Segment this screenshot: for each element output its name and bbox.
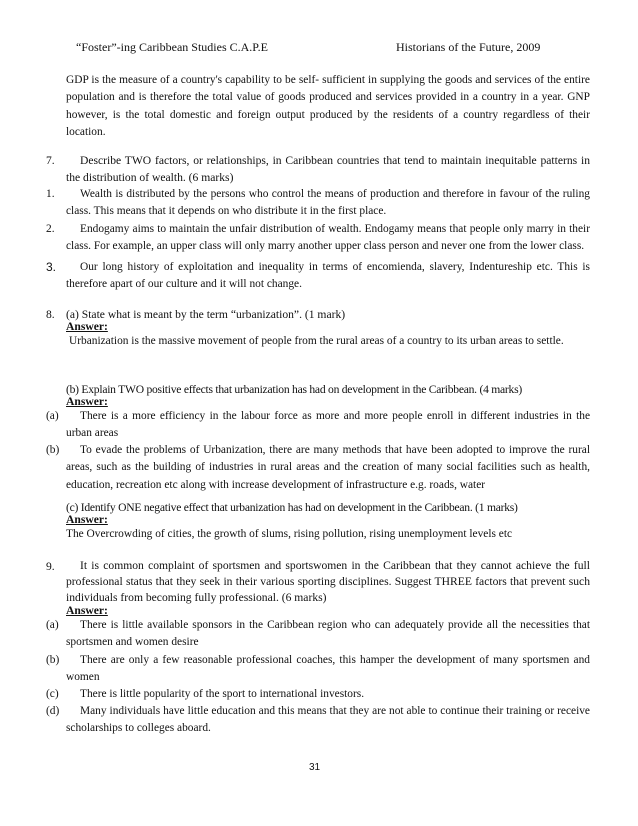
q8b-answer-a-marker: (a): [46, 410, 59, 422]
q9-question: It is common complaint of sportsmen and sportswomen in the Caribbean that they cannot achieve the full professional status that they seek in their various sporting disciplines. Suggest THREE factors that prevent such individuals from becoming fully professional. (6 marks): [66, 559, 590, 604]
q7-answer-1: Wealth is distributed by the persons who control the means of production and therefore in favour of the ruling class. This means that it depends on who distribute it in the first place.: [66, 188, 590, 218]
q8a-answer: Urbanization is the massive movement of people from the rural areas of a country to its urban areas to settle.: [69, 335, 564, 347]
q7-number: 7.: [46, 154, 55, 167]
page-number: 31: [309, 762, 321, 773]
q8c-question: (c) Identify ONE negative effect that urbanization has had on development in the Caribbean. (1 marks): [66, 501, 518, 514]
q8a-question: (a) State what is meant by the term “urbanization”. (1 mark): [66, 308, 346, 321]
q7-answer-3-marker: 3.: [46, 260, 57, 274]
header-left: “Foster”-ing Caribbean Studies C.A.P.E: [76, 40, 268, 54]
q7-answer-3: Our long history of exploitation and inequality in terms of encomienda, slavery, Indentureship etc. This is therefore apart of our culture and it will not change.: [66, 261, 590, 291]
q9-answer-label: Answer:: [66, 604, 108, 617]
q8b-question: (b) Explain TWO positive effects that urbanization has had on development in the Caribbean. (4 marks): [66, 383, 522, 396]
q9-answer-b-marker: (b): [46, 654, 60, 666]
q7-answer-2-marker: 2.: [46, 223, 55, 235]
intro-paragraph: GDP is the measure of a country's capability to be self- sufficient in supplying the goods and services of the entire population and is therefore the total value of goods produced and services provided in a country in a year. GNP however, is the total domestic and foreign output produced by the residents of a country regardless of their location.: [66, 74, 590, 139]
q9-answer-a-marker: (a): [46, 619, 59, 631]
q9-answer-d-marker: (d): [46, 705, 60, 717]
q9-answer-a: There is little available sponsors in the Caribbean region who can adequately provide all the necessities that sportsmen and women desire: [66, 619, 590, 649]
q7-question: Describe TWO factors, or relationships, in Caribbean countries that tend to maintain inequitable patterns in the distribution of wealth. (6 marks): [66, 154, 590, 185]
q8-number: 8.: [46, 308, 55, 321]
q8b-answer-b-marker: (b): [46, 444, 60, 456]
header-right: Historians of the Future, 2009: [396, 40, 541, 54]
q8c-answer: The Overcrowding of cities, the growth of slums, rising pollution, rising unemployment levels etc: [66, 528, 513, 540]
q7-answer-1-marker: 1.: [46, 188, 55, 200]
q8b-answer-b: To evade the problems of Urbanization, there are many methods that have been adopted to improve the rural areas, such as the building of industries in rural areas and the creation of many social facilities such as health, education, recreation etc along with increase development of infrastructure e.g. roads, water: [66, 444, 590, 491]
q9-answer-c-marker: (c): [46, 688, 59, 700]
q8b-answer-label: Answer:: [66, 395, 108, 408]
q7-answer-2: Endogamy aims to maintain the unfair distribution of wealth. Endogamy means that people only marry in their class. For example, an upper class will only marry another upper class person and never one from the lower class.: [66, 223, 590, 253]
q9-answer-d: Many individuals have little education and this means that they are not able to continue their training or receive scholarships to colleges aboard.: [66, 705, 590, 735]
q9-answer-c: There is little popularity of the sport to international investors.: [80, 688, 365, 700]
q8a-answer-label: Answer:: [66, 320, 108, 333]
q8b-answer-a: There is a more efficiency in the labour force as more and more people enroll in different industries in the urban areas: [66, 410, 590, 440]
q8c-answer-label: Answer:: [66, 513, 108, 526]
q9-answer-b: There are only a few reasonable professional coaches, this hamper the development of many sportsmen and women: [66, 654, 590, 684]
q9-number: 9.: [46, 560, 55, 573]
